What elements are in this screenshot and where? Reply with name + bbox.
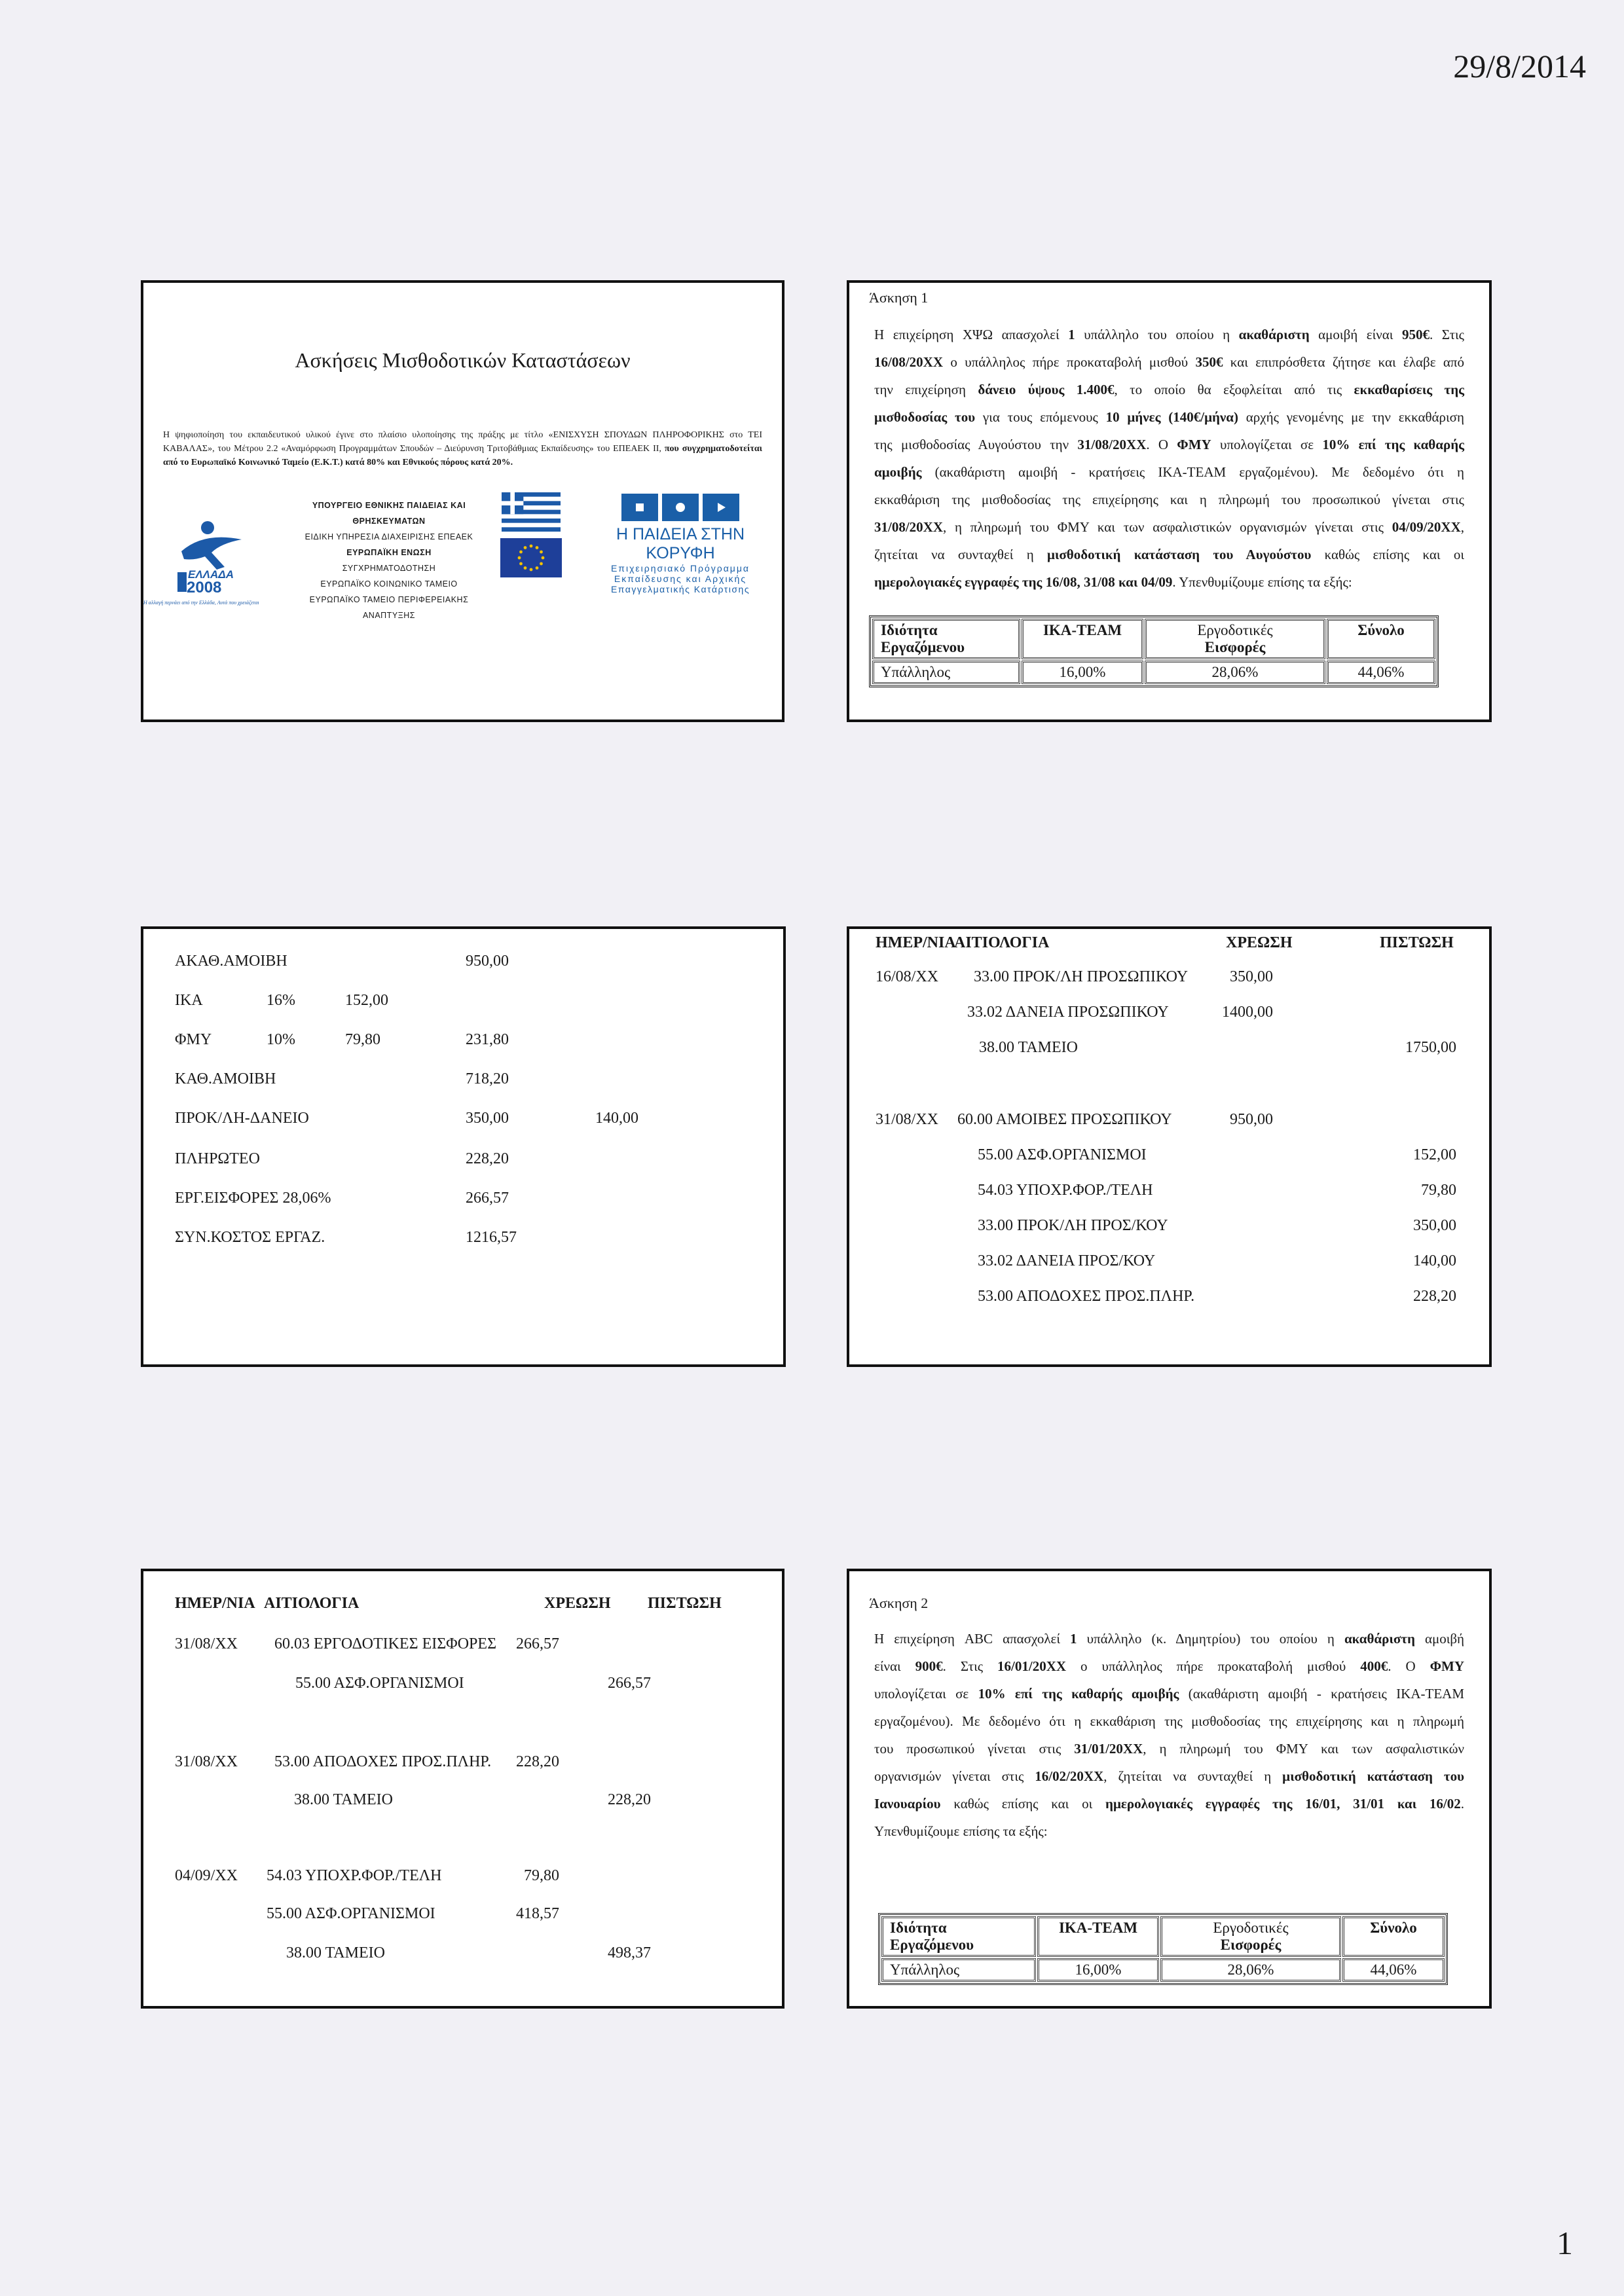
rates-header-employer: Εργοδοτικές Εισφορές	[1160, 1916, 1341, 1957]
text-line	[874, 1790, 1464, 1817]
text-segment: 31/01/20ΧΧ	[1074, 1741, 1143, 1757]
calc-label: ΠΡΟΚ/ΛΗ-ΔΑΝΕΙΟ	[175, 1110, 309, 1127]
text-segment: μισθοδοτική κατάσταση του Αυγούστου	[1046, 547, 1312, 562]
text-segment: Ιανουαρίου	[874, 1796, 941, 1812]
text-segment: ακαθάριστη	[1344, 1631, 1415, 1647]
text-line	[874, 1762, 1464, 1790]
rates-cell: 28,06%	[1145, 661, 1325, 684]
calc-value: 16%	[267, 992, 295, 1009]
text-segment: και επιπρόσθετα ζήτησε και έλαβε από	[1223, 354, 1464, 370]
calc-value: 718,20	[466, 1070, 509, 1087]
text-segment: , το οποίο θα εξοφλείται από τις	[1114, 382, 1354, 397]
rates-cell: Υπάλληλος	[881, 1958, 1036, 1982]
text-segment: αμοιβή	[1414, 1631, 1465, 1647]
journal-credit: 498,37	[608, 1944, 651, 1961]
text-segment: οργανισμών γίνεται στις	[874, 1768, 1035, 1784]
text-segment: 400€	[1360, 1658, 1388, 1674]
journal-account: 38.00 ΤΑΜΕΙΟ	[286, 1944, 385, 1961]
ministry-line: ΕΥΡΩΠΑΪΚΟ ΤΑΜΕΙΟ ΠΕΡΙΦΕΡΕΙΑΚΗΣ ΑΝΑΠΤΥΞΗΣ	[309, 595, 469, 620]
eu-flag-icon	[500, 538, 562, 577]
journal-account: 38.00 ΤΑΜΕΙΟ	[294, 1791, 393, 1808]
text-segment: αμοιβή είναι	[1309, 327, 1402, 342]
text-line	[874, 431, 1464, 458]
exercise-text	[874, 321, 1464, 596]
text-segment: υπολογίζεται σε	[874, 1686, 978, 1702]
calc-value: 1216,57	[466, 1229, 517, 1246]
text-segment: εκκαθαρίσεις της	[1354, 382, 1464, 397]
calc-value: 350,00	[466, 1110, 509, 1127]
journal-account: 60.00 ΑΜΟΙΒΕΣ ΠΡΟΣΩΠΙΚΟΥ	[957, 1111, 1172, 1128]
text-segment: ακαθάριστη	[1238, 327, 1310, 342]
slide-journal-1	[847, 926, 1492, 1367]
rates-header-employer: Εργοδοτικές Εισφορές	[1145, 619, 1325, 659]
journal-date: 31/08/ΧΧ	[175, 1635, 238, 1652]
page-date: 29/8/2014	[1453, 48, 1586, 84]
ellada-2008-logo	[143, 513, 274, 611]
text-segment: μισθοδοσίας του	[874, 409, 976, 425]
journal-account: 33.00 ΠΡΟΚ/ΛΗ ΠΡΟΣΩΠΙΚΟΥ	[974, 968, 1189, 985]
journal-debit: 79,80	[524, 1867, 559, 1884]
calc-label: ΠΛΗΡΩΤΕΟ	[175, 1150, 260, 1167]
ministry-line: ΕΙΔΙΚΗ ΥΠΗΡΕΣΙΑ ΔΙΑΧΕΙΡΙΣΗΣ ΕΠΕΑΕΚ	[304, 532, 473, 541]
text-segment: ,	[1460, 519, 1464, 535]
greek-flag-icon	[500, 492, 562, 532]
journal-header-desc: ΑΙΤΙΟΛΟΓΙΑ	[264, 1595, 360, 1612]
text-line	[874, 1652, 1464, 1680]
journal-date: 04/09/ΧΧ	[175, 1867, 238, 1884]
slide-payroll-calc	[141, 926, 786, 1367]
journal-debit: 266,57	[516, 1635, 559, 1652]
text-line	[874, 376, 1464, 403]
rates-table	[878, 1913, 1448, 1985]
journal-account: 53.00 ΑΠΟΔΟΧΕΣ ΠΡΟΣ.ΠΛΗΡ.	[978, 1288, 1195, 1305]
paideia-square-icon	[621, 494, 658, 521]
rates-header-total: Σύνολο	[1342, 1916, 1445, 1957]
slide-title-heading: Ασκήσεις Μισθοδοτικών Καταστάσεων	[295, 348, 631, 372]
text-segment: υπάλληλο του οποίου η	[1075, 327, 1239, 342]
ellada-tagline: Η αλλαγή περνάει από την Ελλάδα, Αυτά που χρειάζεται	[143, 600, 259, 606]
text-segment: 16/02/20ΧΧ	[1035, 1768, 1104, 1784]
paideia-subtitle: Επαγγελματικής Κατάρτισης	[610, 584, 750, 594]
text-line	[874, 321, 1464, 348]
text-segment: Υπενθυμίζουμε επίσης τα εξής:	[874, 1823, 1048, 1839]
text-segment: 10 μήνες (140€/μήνα)	[1105, 409, 1238, 425]
calc-value: 266,57	[466, 1190, 509, 1207]
calc-value: 10%	[267, 1031, 295, 1048]
journal-header-desc: ΑΙΤΙΟΛΟΓΙΑ	[954, 934, 1050, 951]
journal-date: 31/08/ΧΧ	[876, 1111, 938, 1128]
text-segment: 1	[1068, 327, 1075, 342]
text-segment: Η επιχείρηση ABC απασχολεί	[874, 1631, 1071, 1647]
journal-header-credit: ΠΙΣΤΩΣΗ	[648, 1595, 722, 1612]
text-segment: . Ο	[1146, 437, 1177, 452]
text-line	[874, 1817, 1464, 1845]
text-segment: ο υπάλληλος πήρε προκαταβολή μισθού	[1066, 1658, 1361, 1674]
calc-value: 231,80	[466, 1031, 509, 1048]
text-segment: , η πληρωμή του ΦΜΥ και των ασφαλιστικών	[1143, 1741, 1464, 1757]
journal-debit: 950,00	[1230, 1111, 1273, 1128]
text-segment: καθώς επίσης και οι	[1311, 547, 1464, 562]
calc-value: 152,00	[345, 992, 388, 1009]
rates-cell: Υπάλληλος	[872, 661, 1020, 684]
page-number: 1	[1557, 2225, 1573, 2261]
text-segment: αρχής γενομένης με την εκκαθάριση	[1238, 409, 1464, 425]
text-segment: 16/08/20ΧΧ	[874, 354, 943, 370]
text-segment: 10% επί της καθαρής	[1322, 437, 1464, 452]
journal-account: 33.02 ΔΑΝΕΙΑ ΠΡΟΣ/ΚΟΥ	[978, 1252, 1156, 1269]
rates-table	[869, 615, 1439, 687]
journal-debit: 418,57	[516, 1905, 559, 1922]
journal-header-debit: ΧΡΕΩΣΗ	[1226, 934, 1293, 951]
text-segment: για τους επόμενους	[975, 409, 1106, 425]
text-segment: 350€	[1195, 354, 1223, 370]
rates-header-role: Ιδιότητα Εργαζόμενου	[872, 619, 1020, 659]
calc-value: 228,20	[466, 1150, 509, 1167]
text-line	[874, 1735, 1464, 1762]
text-segment: 10% επί της καθαρής αμοιβής	[978, 1686, 1179, 1702]
journal-account: 54.03 ΥΠΟΧΡ.ΦΟΡ./ΤΕΛΗ	[267, 1867, 442, 1884]
journal-credit: 79,80	[1421, 1182, 1456, 1199]
journal-debit: 228,20	[516, 1753, 559, 1770]
text-segment: (ακαθάριστη αμοιβή - κρατήσεις ΙΚΑ-ΤΕΑΜ	[1179, 1686, 1464, 1702]
text-segment: ο υπάλληλος πήρε προκαταβολή μισθού	[943, 354, 1196, 370]
text-segment: ΦΜΥ	[1177, 437, 1211, 452]
calc-label: ΣΥΝ.ΚΟΣΤΟΣ ΕΡΓΑΖ.	[175, 1229, 325, 1246]
text-segment: ζητείται να συνταχθεί η	[874, 547, 1047, 562]
journal-debit: 1400,00	[1222, 1004, 1273, 1021]
year-label: 2008	[187, 579, 222, 596]
calc-value: 79,80	[345, 1031, 380, 1048]
funding-note-plain: Η ψηφιοποίηση του εκπαιδευτικού υλικού έγινε στο πλαίσιο υλοποίησης της πράξης με τίτλο «ΕΝΙΣΧΥΣΗ ΣΠΟΥΔΩΝ ΠΛΗΡΟΦΟΡΙΚΗΣ στο ΤΕΙ ΚΑΒΑΛΑΣ», του Μέτρου 2.2 «Αναμόρφωση Προγραμμάτων Σπουδών – Διεύρυνση Τριτοβάθμιας Εκπαίδευσης» του ΕΠΕΑΕΚ ΙΙ,	[163, 430, 762, 454]
text-segment: την επιχείρηση	[874, 382, 978, 397]
text-line	[874, 541, 1464, 568]
text-segment: καθώς επίσης και οι	[940, 1796, 1106, 1812]
paideia-title: Η ΠΑΙΔΕΙΑ ΣΤΗΝ ΚΟΡΥΦΗ	[616, 525, 745, 562]
journal-account: 60.03 ΕΡΓΟΔΟΤΙΚΕΣ ΕΙΣΦΟΡΕΣ	[274, 1635, 497, 1652]
text-line	[874, 1680, 1464, 1707]
text-segment: 31/08/20ΧΧ	[874, 519, 943, 535]
rates-cell: 44,06%	[1327, 661, 1435, 684]
slide-exercise-2	[847, 1569, 1492, 2009]
slide-journal-2	[141, 1569, 784, 2009]
journal-account: 55.00 ΑΣΦ.ΟΡΓΑΝΙΣΜΟΙ	[978, 1146, 1147, 1163]
rates-header-ika: ΙΚΑ-ΤΕΑΜ	[1022, 619, 1143, 659]
rates-cell: 16,00%	[1037, 1958, 1159, 1982]
paideia-logo	[582, 494, 779, 594]
text-line	[874, 403, 1464, 431]
calc-label: ΙΚΑ	[175, 992, 203, 1009]
ministry-block	[284, 498, 494, 623]
text-segment: υπάλληλο (κ. Δημητρίου) του οποίου η	[1077, 1631, 1344, 1647]
journal-credit: 228,20	[608, 1791, 651, 1808]
journal-account: 53.00 ΑΠΟΔΟΧΕΣ ΠΡΟΣ.ΠΛΗΡ.	[274, 1753, 492, 1770]
paideia-circle-icon	[662, 494, 699, 521]
text-segment: υπολογίζεται σε	[1211, 437, 1323, 452]
rates-header-total: Σύνολο	[1327, 619, 1435, 659]
ministry-line: ΕΥΡΩΠΑΪΚΟ ΚΟΙΝΩΝΙΚΟ ΤΑΜΕΙΟ	[320, 579, 458, 589]
slide-title	[141, 280, 784, 722]
text-segment: 900€	[915, 1658, 943, 1674]
journal-credit: 228,20	[1413, 1288, 1456, 1305]
journal-credit: 152,00	[1413, 1146, 1456, 1163]
journal-header-credit: ΠΙΣΤΩΣΗ	[1380, 934, 1454, 951]
text-segment: , ζητείται να συνταχθεί η	[1103, 1768, 1283, 1784]
paideia-triangle-icon	[703, 494, 739, 521]
text-segment: 950€	[1401, 327, 1430, 342]
slide-exercise-1	[847, 280, 1492, 722]
text-segment: εργαζομένου). Με δεδομένο ότι η εκκαθάριση της μισθοδοσίας της επιχείρησης και η πληρωμή	[874, 1713, 1464, 1729]
exercise-text	[874, 1625, 1464, 1845]
paideia-subtitle: Εκπαίδευσης και Αρχικής	[614, 574, 747, 584]
text-segment: . Υπενθυμίζουμε επίσης τα εξής:	[1172, 574, 1352, 590]
journal-credit: 266,57	[608, 1675, 651, 1692]
journal-account: 33.00 ΠΡΟΚ/ΛΗ ΠΡΟΣ/ΚΟΥ	[978, 1217, 1168, 1234]
journal-account: 55.00 ΑΣΦ.ΟΡΓΑΝΙΣΜΟΙ	[267, 1905, 435, 1922]
text-segment: ΦΜΥ	[1430, 1658, 1464, 1674]
rates-header-ika: ΙΚΑ-ΤΕΑΜ	[1037, 1916, 1159, 1957]
journal-account: 55.00 ΑΣΦ.ΟΡΓΑΝΙΣΜΟΙ	[295, 1675, 464, 1692]
text-segment: 1	[1070, 1631, 1077, 1647]
rates-cell: 28,06%	[1160, 1958, 1341, 1982]
rates-cell: 44,06%	[1342, 1958, 1445, 1982]
calc-label: ΦΜΥ	[175, 1031, 212, 1048]
text-segment: ημερολογιακές εγγραφές της 16/08, 31/08 και 04/09	[874, 574, 1173, 590]
text-line	[874, 1625, 1464, 1652]
text-line	[874, 486, 1464, 513]
ministry-line: ΣΥΓΧΡΗΜΑΤΟΔΟΤΗΣΗ	[342, 564, 436, 573]
journal-date: 16/08/ΧΧ	[876, 968, 938, 985]
text-segment: 04/09/20ΧΧ	[1392, 519, 1461, 535]
text-line	[874, 1707, 1464, 1735]
text-segment: Η επιχείρηση ΧΨΩ απασχολεί	[874, 327, 1069, 342]
text-line	[874, 568, 1464, 596]
journal-header-debit: ΧΡΕΩΣΗ	[544, 1595, 611, 1612]
funding-note	[163, 428, 762, 469]
text-segment: . Ο	[1388, 1658, 1430, 1674]
text-segment: , η πληρωμή του ΦΜΥ και των ασφαλιστικών οργανισμών γίνεται στις	[943, 519, 1392, 535]
journal-credit: 1750,00	[1405, 1039, 1456, 1056]
text-segment: 31/08/20ΧΧ	[1077, 437, 1147, 452]
ministry-line: ΕΥΡΩΠΑΪΚΗ ΕΝΩΣΗ	[346, 548, 432, 557]
paideia-subtitle: Επιχειρησιακό Πρόγραμμα	[610, 563, 750, 574]
text-segment: της μισθοδοσίας Αυγούστου την	[874, 437, 1078, 452]
calc-value: 950,00	[466, 953, 509, 970]
funding-note-bold: που συγχρηματοδοτείται από το Ευρωπαϊκό Κοινωνικό Ταμείο (Ε.Κ.Τ.) κατά 80% και Εθνικούς πόρους κατά 20%.	[163, 444, 762, 467]
ellada-label: ΕΛΛΑΔΑ	[188, 568, 234, 581]
text-segment: εκκαθάριση της μισθοδοσίας της επιχείρησης και η πληρωμή του προσωπικού γίνεται στις	[874, 492, 1464, 507]
journal-date: 31/08/ΧΧ	[175, 1753, 238, 1770]
text-line	[874, 458, 1464, 486]
text-line	[874, 513, 1464, 541]
calc-label: ΚΑΘ.ΑΜΟΙΒΗ	[175, 1070, 276, 1087]
text-segment: του προσωπικού γίνεται στις	[874, 1741, 1075, 1757]
exercise-heading: Άσκηση 2	[869, 1595, 929, 1611]
text-segment: . Στις	[942, 1658, 998, 1674]
calc-label: ΕΡΓ.ΕΙΣΦΟΡΕΣ 28,06%	[175, 1190, 331, 1207]
rates-header-role: Ιδιότητα Εργαζόμενου	[881, 1916, 1036, 1957]
text-segment: αμοιβής	[874, 464, 922, 480]
text-segment: .	[1460, 1796, 1464, 1812]
text-segment: είναι	[874, 1658, 915, 1674]
journal-account: 54.03 ΥΠΟΧΡ.ΦΟΡ./ΤΕΛΗ	[978, 1182, 1153, 1199]
calc-label: ΑΚΑΘ.ΑΜΟΙΒΗ	[175, 953, 287, 970]
text-segment: μισθοδοτική κατάσταση του	[1282, 1768, 1464, 1784]
journal-debit: 350,00	[1230, 968, 1273, 985]
text-line	[874, 348, 1464, 376]
exercise-heading: Άσκηση 1	[869, 289, 929, 306]
journal-credit: 350,00	[1413, 1217, 1456, 1234]
journal-header-date: ΗΜΕΡ/ΝΙΑ	[876, 934, 956, 951]
text-segment: ημερολογιακές εγγραφές της 16/01, 31/01 και 16/02	[1105, 1796, 1461, 1812]
ministry-line: ΥΠΟΥΡΓΕΙΟ ΕΘΝΙΚΗΣ ΠΑΙΔΕΙΑΣ ΚΑΙ ΘΡΗΣΚΕΥΜΑΤΩΝ	[312, 501, 466, 526]
journal-header-date: ΗΜΕΡ/ΝΙΑ	[175, 1595, 255, 1612]
journal-account: 33.02 ΔΑΝΕΙΑ ΠΡΟΣΩΠΙΚΟΥ	[967, 1004, 1169, 1021]
text-segment: (ακαθάριστη αμοιβή - κρατήσεις ΙΚΑ-ΤΕΑΜ εργαζομένου). Με δεδομένο ότι η	[921, 464, 1464, 480]
text-segment: 16/01/20ΧΧ	[997, 1658, 1067, 1674]
text-segment: δάνειο ύψους 1.400€	[978, 382, 1115, 397]
journal-account: 38.00 ΤΑΜΕΙΟ	[979, 1039, 1078, 1056]
text-segment: . Στις	[1429, 327, 1464, 342]
rates-cell: 16,00%	[1022, 661, 1143, 684]
journal-credit: 140,00	[1413, 1252, 1456, 1269]
calc-value: 140,00	[595, 1110, 638, 1127]
